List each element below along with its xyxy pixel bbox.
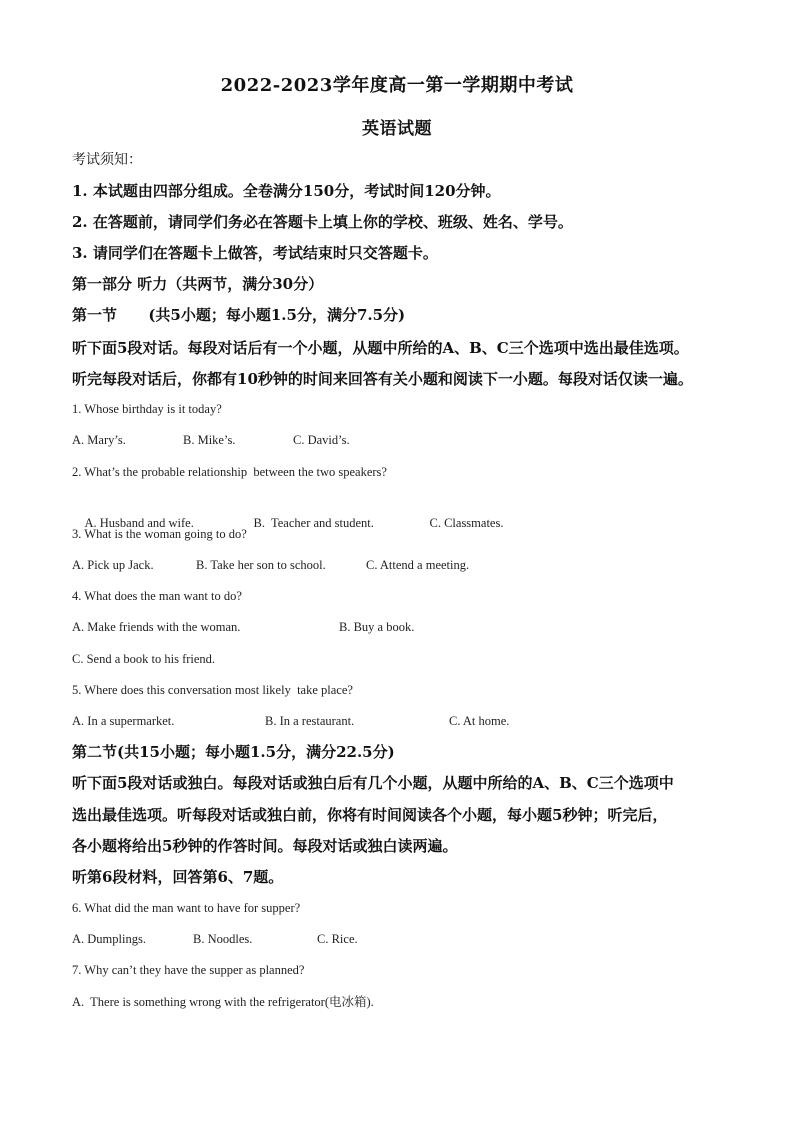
- option-3a: A. Pick up Jack.: [72, 558, 154, 572]
- section1-instruction-1: 听下面5段对话。每段对话后有一个小题，从题中所给的A、B、C三个选项中选出最佳选项。: [72, 339, 689, 357]
- option-3b: B. Take her son to school.: [196, 558, 326, 572]
- question-3-options: [72, 555, 469, 575]
- option-6c: C. Rice.: [317, 932, 358, 946]
- option-3c: C. Attend a meeting.: [366, 558, 470, 572]
- question-7: 7. Why can’t they have the supper as planned?: [72, 963, 305, 977]
- question-6-options: [72, 929, 358, 949]
- option-4a: A. Make friends with the woman.: [72, 620, 241, 634]
- option-6a: A. Dumplings.: [72, 932, 146, 946]
- exam-subtitle: 英语试题: [362, 119, 432, 139]
- option-1c: C. David’s.: [293, 433, 350, 447]
- option-5b: B. In a restaurant.: [265, 714, 355, 728]
- option-6b: B. Noodles.: [193, 932, 253, 946]
- option-2a: A. Husband and wife.: [84, 516, 194, 530]
- option-2c: C. Classmates.: [429, 516, 504, 530]
- question-6: 6. What did the man want to have for supper?: [72, 901, 301, 915]
- notice-item-1: 1. 本试题由四部分组成。全卷满分150分，考试时间120分钟。: [72, 182, 501, 200]
- option-5a: A. In a supermarket.: [72, 714, 175, 728]
- question-5-options: [72, 711, 509, 731]
- option-2b: B. Teacher and student.: [253, 516, 374, 530]
- notice-item-2: 2. 在答题前，请同学们务必在答题卡上填上你的学校、班级、姓名、学号。: [72, 213, 573, 231]
- notice-heading: 考试须知：: [72, 152, 142, 168]
- question-4-options: [72, 617, 414, 637]
- option-7a: A. There is something wrong with the refrigerator(电冰箱).: [72, 995, 374, 1009]
- option-1a: A. Mary’s.: [72, 433, 126, 447]
- section2-heading: 第二节(共15小题；每小题1.5分，满分22.5分): [72, 743, 395, 761]
- option-4b: B. Buy a book.: [339, 620, 415, 634]
- question-1-options: [72, 430, 350, 450]
- question-2: 2. What’s the probable relationship between the two speakers?: [72, 465, 387, 479]
- section1-instruction-2: 听完每段对话后，你都有10秒钟的时间来回答有关小题和阅读下一小题。每段对话仅读一遍。: [72, 370, 693, 388]
- exam-title: 2022-2023学年度高一第一学期期中考试: [220, 75, 574, 96]
- option-5c: C. At home.: [449, 714, 510, 728]
- part1-heading: 第一部分 听力（共两节，满分30分）: [72, 275, 324, 293]
- section1-heading: 第一节 (共5小题；每小题1.5分，满分7.5分): [72, 306, 406, 324]
- option-4c: C. Send a book to his friend.: [72, 652, 216, 666]
- question-1: 1. Whose birthday is it today?: [72, 402, 222, 416]
- notice-item-3: 3. 请同学们在答题卡上做答，考试结束时只交答题卡。: [72, 244, 438, 262]
- question-2-options: [72, 493, 503, 553]
- section2-instruction-2: 选出最佳选项。听每段对话或独白前，你将有时间阅读各个小题，每小题5秒钟；听完后，: [72, 806, 668, 824]
- material-6-label: 听第6段材料，回答第6、7题。: [72, 868, 284, 886]
- question-4: 4. What does the man want to do?: [72, 589, 242, 603]
- section2-instruction-1: 听下面5段对话或独白。每段对话或独白后有几个小题，从题中所给的A、B、C三个选项中: [72, 774, 674, 792]
- question-5: 5. Where does this conversation most likely take place?: [72, 683, 353, 697]
- option-1b: B. Mike’s.: [183, 433, 236, 447]
- section2-instruction-3: 各小题将给出5秒钟的作答时间。每段对话或独白读两遍。: [72, 837, 458, 855]
- question-3: 3. What is the woman going to do?: [72, 527, 247, 541]
